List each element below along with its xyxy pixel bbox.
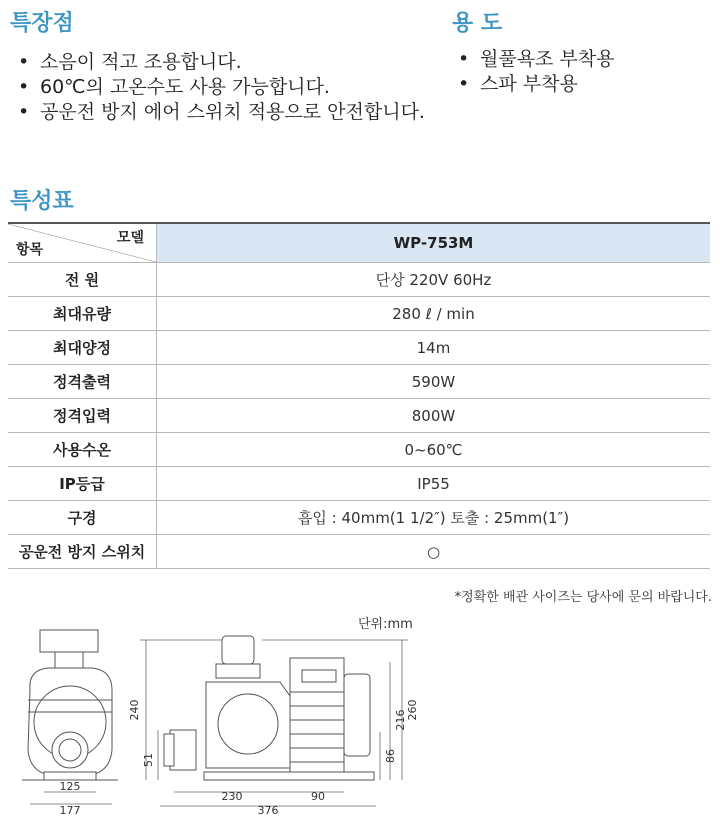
table-row	[8, 467, 710, 501]
row-label: IP등급	[8, 467, 157, 501]
pump-front-view	[22, 630, 118, 780]
dim-86: 86	[384, 749, 397, 763]
uses-title: 용 도	[452, 11, 503, 36]
row-value: IP55	[157, 467, 711, 501]
use-item: • 스파 부착용	[458, 72, 615, 97]
spec-header-row	[8, 223, 710, 263]
table-row	[8, 263, 710, 297]
row-label: 최대유량	[8, 297, 157, 331]
table-row	[8, 535, 710, 569]
dim-230: 230	[221, 790, 243, 803]
row-label: 구경	[8, 501, 157, 535]
dim-260: 260	[406, 699, 419, 721]
row-label: 정격입력	[8, 399, 157, 433]
header-item-label: 항목	[16, 242, 44, 258]
dim-216: 216	[394, 709, 407, 731]
row-value: 590W	[157, 365, 711, 399]
feature-item: • 60℃의 고온수도 사용 가능합니다.	[18, 75, 425, 100]
dim-376: 376	[257, 804, 279, 817]
table-row	[8, 433, 710, 467]
row-value: 흡입 : 40mm(1 1/2″) 토출 : 25mm(1″)	[157, 501, 711, 535]
feature-item: • 공운전 방지 에어 스위치 적용으로 안전합니다.	[18, 100, 425, 125]
dim-240: 240	[128, 699, 141, 721]
row-label: 공운전 방지 스위치	[8, 535, 157, 569]
spec-title: 특성표	[10, 189, 74, 214]
feature-item: • 소음이 적고 조용합니다.	[18, 50, 425, 75]
dim-177: 177	[59, 804, 81, 817]
unit-label: 단위:mm	[358, 617, 413, 632]
row-label: 정격출력	[8, 365, 157, 399]
table-row	[8, 331, 710, 365]
dim-51: 51	[142, 753, 155, 767]
use-item: • 월풀욕조 부착용	[458, 47, 615, 72]
spec-note: *정확한 배관 사이즈는 당사에 문의 바랍니다.	[454, 590, 712, 605]
pump-dimension-drawing	[0, 600, 720, 822]
features-list	[18, 50, 425, 125]
table-row	[8, 399, 710, 433]
dim-125: 125	[59, 780, 81, 793]
spec-header-corner	[8, 223, 157, 263]
features-title: 특장점	[10, 11, 74, 36]
row-value: 800W	[157, 399, 711, 433]
row-value: ○	[157, 535, 711, 569]
row-value: 0~60℃	[157, 433, 711, 467]
table-row	[8, 365, 710, 399]
model-name: WP-753M	[157, 223, 711, 263]
uses-list	[458, 47, 615, 97]
row-label: 전 원	[8, 263, 157, 297]
table-row	[8, 297, 710, 331]
row-value: 280 ℓ / min	[157, 297, 711, 331]
dim-90: 90	[311, 790, 325, 803]
table-row	[8, 501, 710, 535]
row-label: 최대양정	[8, 331, 157, 365]
pump-side-view	[164, 636, 374, 780]
row-value: 단상 220V 60Hz	[157, 263, 711, 297]
header-model-label: 모델	[116, 230, 144, 246]
row-label: 사용수온	[8, 433, 157, 467]
row-value: 14m	[157, 331, 711, 365]
spec-table	[8, 222, 710, 569]
